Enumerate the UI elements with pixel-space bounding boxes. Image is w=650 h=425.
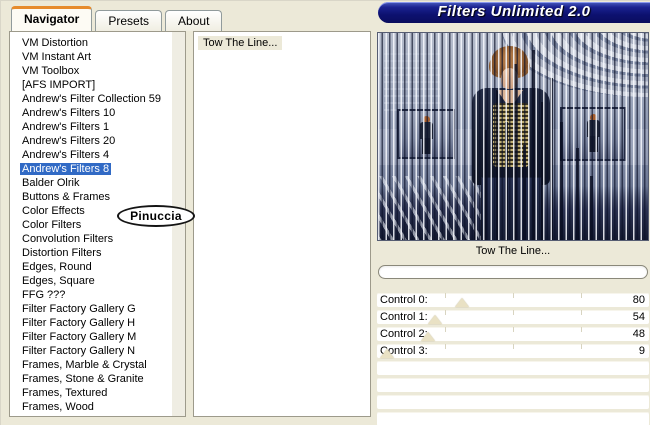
navigator-item[interactable] bbox=[10, 190, 185, 204]
empty-control-row bbox=[377, 378, 649, 392]
control-value: 54 bbox=[632, 311, 645, 323]
navigator-item[interactable] bbox=[10, 50, 185, 64]
slider-thumb[interactable] bbox=[380, 349, 394, 358]
navigator-item[interactable] bbox=[10, 400, 185, 414]
tow-the-line-stripes-overlay bbox=[378, 33, 648, 240]
slider-tick bbox=[581, 327, 582, 332]
control-slider-row[interactable] bbox=[377, 293, 649, 307]
navigator-item[interactable] bbox=[10, 176, 185, 190]
preview-caption: Tow The Line... bbox=[475, 245, 551, 257]
navigator-item-label: Frames, Textured bbox=[22, 387, 108, 399]
control-value: 80 bbox=[632, 294, 645, 306]
slider-tick bbox=[513, 293, 514, 298]
watermark-badge bbox=[117, 205, 195, 227]
navigator-item-label: Color Filters bbox=[22, 219, 82, 231]
navigator-item[interactable] bbox=[10, 344, 185, 358]
navigator-item-label: Convolution Filters bbox=[22, 233, 114, 245]
navigator-item[interactable] bbox=[10, 246, 185, 260]
tab-about[interactable]: About bbox=[165, 10, 222, 31]
navigator-item[interactable] bbox=[10, 64, 185, 78]
navigator-item[interactable] bbox=[10, 330, 185, 344]
navigator-item-label: FFG ??? bbox=[22, 289, 66, 301]
navigator-item-label: Edges, Square bbox=[22, 275, 95, 287]
navigator-item[interactable] bbox=[10, 120, 185, 134]
slider-tick bbox=[513, 344, 514, 349]
navigator-item-label: Edges, Round bbox=[22, 261, 92, 273]
slider-tick bbox=[581, 310, 582, 315]
navigator-item-label: Andrew's Filters 8 bbox=[22, 163, 110, 175]
empty-control-row bbox=[377, 361, 649, 375]
slider-tick bbox=[513, 327, 514, 332]
preview-image bbox=[377, 32, 649, 241]
slider-thumb[interactable] bbox=[455, 298, 469, 307]
navigator-item[interactable] bbox=[10, 372, 185, 386]
navigator-item-label: Filter Factory Gallery H bbox=[22, 317, 136, 329]
navigator-item-label: Color Effects bbox=[22, 205, 85, 217]
navigator-item[interactable] bbox=[10, 302, 185, 316]
app-title: Filters Unlimited 2.0 bbox=[437, 3, 591, 20]
control-sliders bbox=[377, 293, 649, 425]
navigator-item[interactable] bbox=[10, 316, 185, 330]
navigator-item-label: Distortion Filters bbox=[22, 247, 102, 259]
empty-control-row bbox=[377, 412, 649, 425]
watermark-text: Pinuccia bbox=[130, 209, 182, 223]
navigator-item-label: Andrew's Filters 20 bbox=[22, 135, 116, 147]
navigator-item-label: Filter Factory Gallery G bbox=[22, 303, 136, 315]
navigator-item[interactable] bbox=[10, 386, 185, 400]
slider-tick bbox=[581, 344, 582, 349]
control-label: Control 0: bbox=[380, 294, 428, 306]
navigator-item-label: Frames, Wood bbox=[22, 401, 94, 413]
filter-list-item[interactable]: Tow The Line... bbox=[198, 36, 282, 50]
slider-thumb[interactable] bbox=[428, 315, 442, 324]
navigator-item[interactable] bbox=[10, 358, 185, 372]
tab-presets[interactable]: Presets bbox=[95, 10, 162, 31]
control-value: 48 bbox=[632, 328, 645, 340]
app-title-banner bbox=[378, 2, 650, 23]
navigator-item-label: VM Distortion bbox=[22, 37, 89, 49]
tab-navigator[interactable]: Navigator bbox=[11, 6, 92, 31]
navigator-item[interactable] bbox=[10, 78, 185, 92]
navigator-item[interactable] bbox=[10, 232, 185, 246]
navigator-item[interactable] bbox=[10, 106, 185, 120]
navigator-item[interactable] bbox=[10, 148, 185, 162]
slider-tick bbox=[445, 310, 446, 315]
empty-control-row bbox=[377, 395, 649, 409]
control-slider-row[interactable] bbox=[377, 344, 649, 358]
control-label: Control 3: bbox=[380, 345, 428, 357]
slider-tick bbox=[445, 327, 446, 332]
navigator-item[interactable] bbox=[10, 134, 185, 148]
control-label: Control 2: bbox=[380, 328, 428, 340]
filter-list[interactable] bbox=[193, 31, 371, 417]
navigator-item-label: Andrew's Filters 10 bbox=[22, 107, 116, 119]
navigator-item-label: Andrew's Filters 1 bbox=[22, 121, 110, 133]
navigator-item-label: Filter Factory Gallery N bbox=[22, 345, 136, 357]
slider-tick bbox=[581, 293, 582, 298]
navigator-item-label: Buttons & Frames bbox=[22, 191, 111, 203]
navigator-item-label: Frames, Marble & Crystal bbox=[22, 359, 147, 371]
control-slider-row[interactable] bbox=[377, 327, 649, 341]
control-label: Control 1: bbox=[380, 311, 428, 323]
navigator-item-label: Frames, Stone & Granite bbox=[22, 373, 144, 385]
control-value: 9 bbox=[638, 345, 645, 357]
navigator-item[interactable] bbox=[10, 36, 185, 50]
tab-strip bbox=[11, 10, 225, 31]
navigator-item[interactable] bbox=[10, 274, 185, 288]
navigator-item-label: Andrew's Filter Collection 59 bbox=[22, 93, 162, 105]
navigator-item[interactable] bbox=[10, 288, 185, 302]
progress-bar bbox=[378, 265, 648, 279]
control-slider-row[interactable] bbox=[377, 310, 649, 324]
navigator-item-label: VM Instant Art bbox=[22, 51, 92, 63]
navigator-item[interactable] bbox=[10, 260, 185, 274]
navigator-item-label: Filter Factory Gallery M bbox=[22, 331, 137, 343]
slider-tick bbox=[445, 293, 446, 298]
navigator-item-label: [AFS IMPORT] bbox=[22, 79, 96, 91]
navigator-item-label: Balder Olrik bbox=[22, 177, 80, 189]
navigator-item-label: Andrew's Filters 4 bbox=[22, 149, 110, 161]
navigator-item[interactable] bbox=[10, 92, 185, 106]
slider-tick bbox=[513, 310, 514, 315]
slider-thumb[interactable] bbox=[421, 332, 435, 341]
navigator-item[interactable] bbox=[10, 162, 185, 176]
slider-tick bbox=[445, 344, 446, 349]
navigator-item-label: VM Toolbox bbox=[22, 65, 80, 77]
